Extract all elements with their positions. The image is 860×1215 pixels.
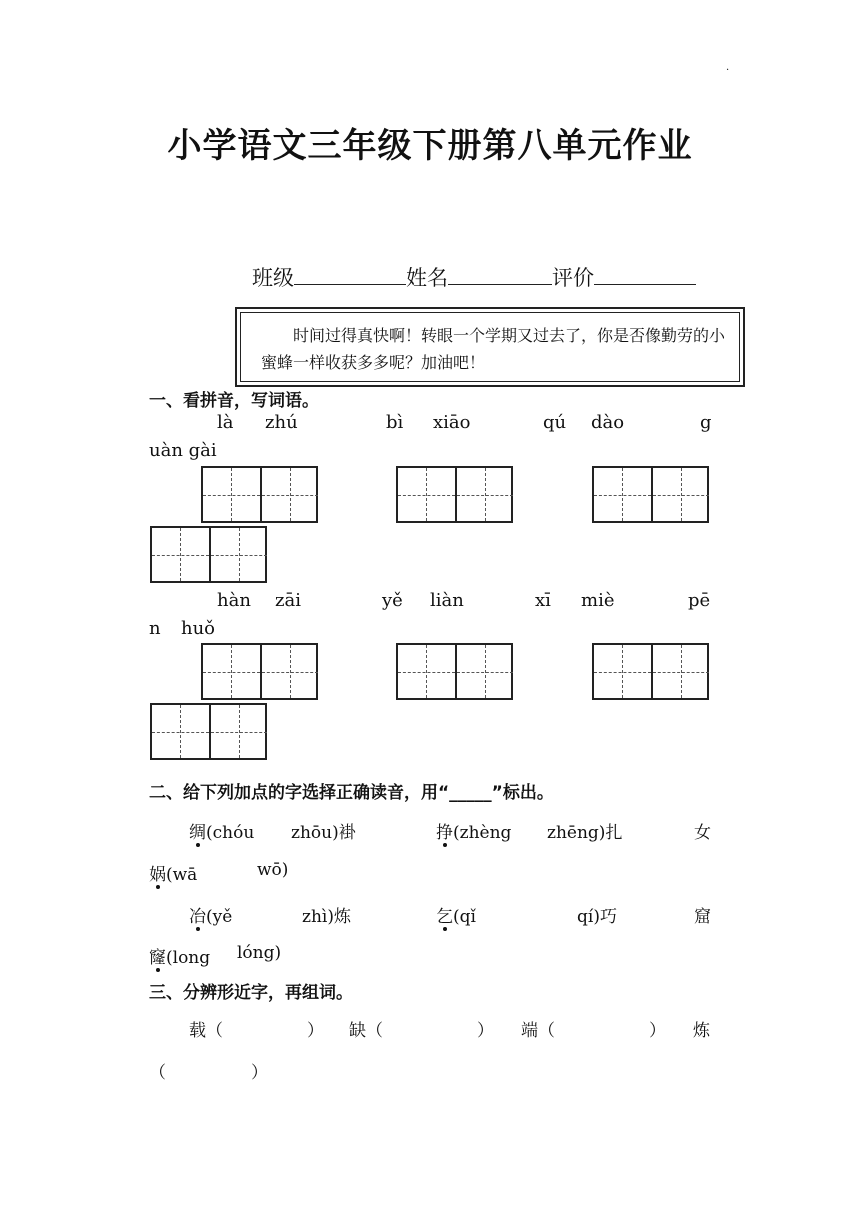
pinyin: pē — [688, 590, 711, 611]
reading-item: zhōu)褂 — [291, 823, 356, 843]
pinyin: g — [700, 412, 712, 433]
pinyin: xī — [535, 590, 551, 611]
word-group-item: 载（ — [189, 1021, 223, 1041]
name-field[interactable] — [448, 264, 552, 285]
pinyin: qú — [543, 412, 567, 433]
eval-label: 评价 — [552, 266, 594, 290]
section3-heading: 三、分辨形近字，再组词。 — [149, 983, 353, 1003]
writing-box[interactable] — [150, 526, 267, 583]
reading-item: 绸(chóu — [189, 818, 254, 843]
writing-box[interactable] — [592, 466, 709, 523]
word-group-item: 缺（ — [349, 1021, 383, 1041]
page-title: 小学语文三年级下册第八单元作业 — [167, 126, 693, 166]
pinyin: uàn gài — [149, 440, 217, 461]
open-paren: （ — [149, 1063, 166, 1083]
section1-heading: 一、看拼音，写词语。 — [149, 391, 319, 411]
writing-box[interactable] — [201, 466, 318, 523]
name-label: 姓名 — [406, 266, 448, 290]
close-paren: ） — [251, 1063, 268, 1083]
pinyin: zāi — [275, 590, 301, 611]
reading-item: qí)巧 — [577, 907, 617, 927]
section2-heading: 二、给下列加点的字选择正确读音，用“_____”标出。 — [149, 783, 554, 803]
reading-item: 窟 — [694, 907, 711, 927]
pinyin: hàn — [217, 590, 251, 611]
pinyin: yě — [382, 590, 403, 611]
reading-item: 挣(zhèng — [436, 818, 511, 843]
writing-box[interactable] — [592, 643, 709, 700]
eval-field[interactable] — [594, 264, 696, 285]
reading-item: zhì)炼 — [302, 907, 351, 927]
intro-text: 时间过得真快啊！转眼一个学期又过去了，你是否像勤劳的小蜜蜂一样收获多多呢？加油吧！ — [261, 326, 726, 372]
class-field[interactable] — [294, 264, 406, 285]
reading-item: 女 — [694, 823, 711, 843]
pinyin: dào — [591, 412, 625, 433]
reading-item: wō) — [257, 860, 289, 880]
pinyin: là — [217, 412, 234, 433]
writing-box[interactable] — [201, 643, 318, 700]
word-group-item: 炼 — [693, 1021, 710, 1041]
corner-dot: . — [726, 62, 730, 73]
close-paren: ） — [477, 1021, 494, 1041]
pinyin: zhú — [265, 412, 298, 433]
word-group-item: 端（ — [521, 1021, 555, 1041]
pinyin: huǒ — [181, 618, 216, 639]
reading-item: zhēng)扎 — [547, 823, 623, 843]
pinyin: n — [149, 618, 161, 639]
writing-box[interactable] — [396, 466, 513, 523]
student-info-row — [252, 262, 696, 292]
reading-item: 娲(wā — [149, 860, 197, 885]
reading-item: 窿(long — [149, 943, 210, 968]
class-label: 班级 — [252, 266, 294, 290]
writing-box[interactable] — [396, 643, 513, 700]
pinyin: xiāo — [433, 412, 471, 433]
pinyin: bì — [386, 412, 404, 433]
pinyin: miè — [581, 590, 615, 611]
close-paren: ） — [307, 1021, 324, 1041]
pinyin: liàn — [430, 590, 464, 611]
writing-box[interactable] — [150, 703, 267, 760]
intro-frame — [235, 307, 745, 387]
reading-item: 乞(qǐ — [436, 902, 476, 927]
reading-item: lóng) — [237, 943, 282, 963]
reading-item: 冶(yě — [189, 902, 232, 927]
close-paren: ） — [649, 1021, 666, 1041]
